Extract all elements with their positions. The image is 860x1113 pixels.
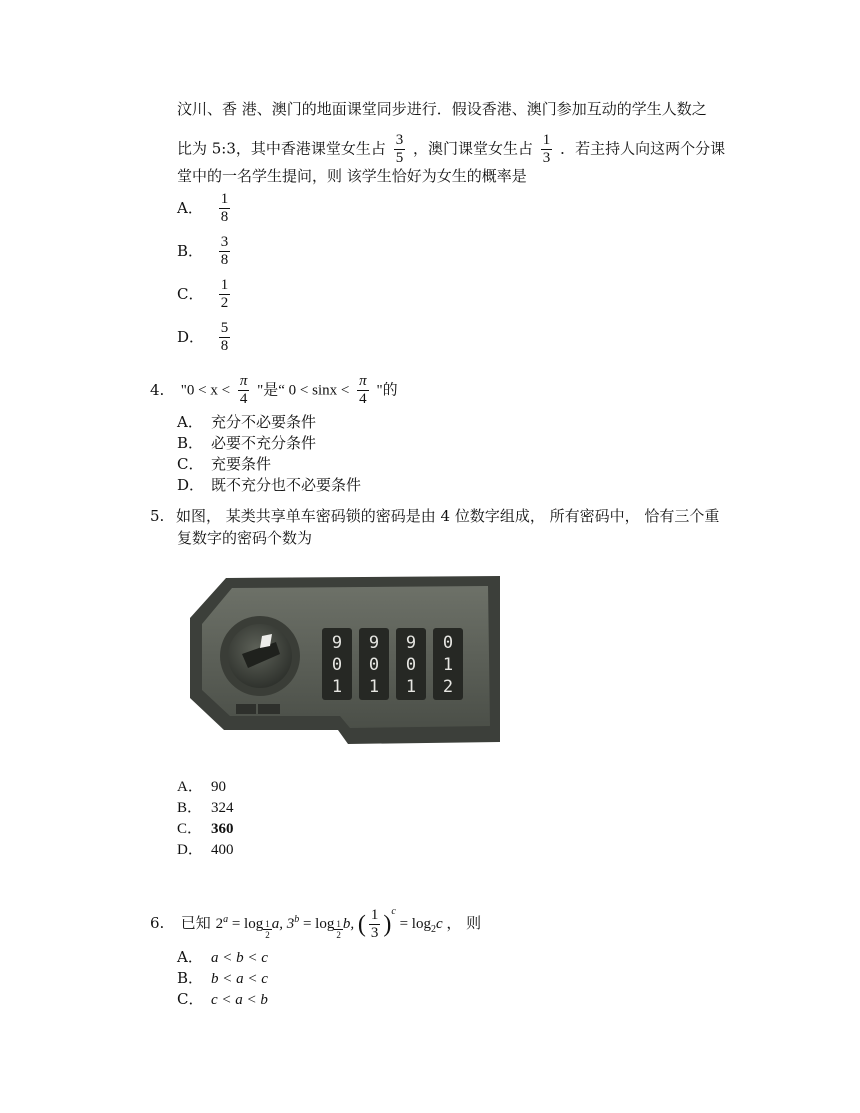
q5-option-c[interactable] — [177, 819, 234, 839]
option-text: 324 — [211, 800, 234, 816]
dial-digit: 1 — [331, 677, 343, 697]
fraction-numerator: 5 — [220, 320, 229, 336]
eq-equals-log-2: = log — [302, 916, 335, 932]
q6-option-a[interactable] — [177, 947, 268, 968]
option-label: C． — [177, 284, 204, 303]
option-fraction — [219, 191, 231, 226]
fraction-numerator: 1 — [220, 191, 229, 207]
eq-arg-2: b, — [342, 916, 355, 932]
option-label: D． — [177, 327, 205, 346]
option-label: B． — [177, 969, 204, 987]
q3-line-2a: 比为 5:3，其中香港课堂女生占 — [177, 139, 386, 158]
fraction-numerator: 1 — [220, 277, 229, 293]
question-number: 6. — [150, 914, 165, 932]
eq-arg-1: a, 3 — [271, 916, 295, 932]
option-label: D． — [177, 476, 205, 494]
q4-option-b[interactable] — [177, 433, 316, 453]
option-fraction — [219, 277, 231, 312]
fraction-numerator: 1 — [336, 919, 341, 930]
option-fraction — [219, 234, 231, 269]
q6-prefix: 已知 — [180, 914, 211, 932]
lock-dial-3 — [396, 628, 426, 700]
dial-digit: 9 — [331, 633, 343, 653]
q3-line-3: 堂中的一名学生提问，则 该学生恰好为女生的概率是 — [177, 167, 527, 185]
q3-fraction-hk — [394, 132, 406, 167]
dial-digit: 1 — [442, 655, 454, 675]
option-label: B． — [177, 800, 203, 816]
q6-option-b[interactable] — [177, 968, 268, 989]
option-label: B． — [177, 241, 204, 260]
fraction-denominator: 8 — [220, 338, 229, 354]
q3-option-c[interactable] — [177, 277, 233, 312]
q5-option-d[interactable] — [177, 840, 234, 860]
eq-exp-b: b — [294, 914, 300, 925]
fraction-numerator: 1 — [542, 132, 551, 148]
option-fraction — [219, 320, 231, 355]
fraction-denominator: 2 — [336, 930, 341, 941]
fraction-numerator: 3 — [220, 234, 229, 250]
option-label: C． — [177, 990, 204, 1008]
bike-lock-photo — [188, 574, 500, 744]
q3-line-1: 汶川、香 港、澳门的地面课堂同步进行．假设香港、澳门参加互动的学生人数之 — [177, 100, 707, 118]
dial-digit: 0 — [331, 655, 343, 675]
lock-dial-2 — [359, 628, 389, 700]
fraction-numerator: 1 — [370, 907, 379, 924]
eq-exp-c: c — [391, 906, 396, 917]
option-label: A． — [177, 198, 203, 217]
option-text: b < a < c — [211, 971, 268, 987]
eq-exp-a: a — [223, 914, 229, 925]
option-label: A． — [177, 413, 203, 431]
option-text: 充要条件 — [211, 455, 272, 473]
option-label: C． — [177, 821, 203, 837]
dial-digit: 0 — [405, 655, 417, 675]
q5-line-2: 复数字的密码个数为 — [177, 529, 313, 547]
q3-line-2 — [177, 132, 725, 167]
eq-equals-log-1: = log — [231, 916, 264, 932]
fraction-denominator: 4 — [239, 391, 248, 407]
fraction-denominator: 8 — [220, 209, 229, 225]
q6-stem — [150, 902, 481, 942]
option-text: 90 — [211, 779, 226, 795]
q6-equation — [215, 906, 447, 942]
fraction-denominator: 4 — [359, 391, 367, 407]
q4-stem — [150, 373, 398, 408]
fraction-numerator: 3 — [395, 132, 404, 148]
q4-part-3: "的 — [376, 382, 398, 399]
fraction-denominator: 2 — [265, 930, 270, 941]
option-label: B． — [177, 434, 204, 452]
q4-pi-over-4-first — [238, 373, 250, 408]
fraction-numerator: π — [359, 373, 367, 389]
fraction-numerator: 1 — [265, 919, 270, 930]
q3-line-2b: ，澳门课堂女生占 — [412, 139, 533, 158]
question-number: 5. — [150, 507, 165, 525]
eq-arg-3: c — [435, 916, 443, 932]
option-text: a < b < c — [211, 950, 268, 966]
fraction-denominator: 2 — [220, 295, 229, 311]
lock-dial-4 — [433, 628, 463, 700]
dial-digit: 9 — [405, 633, 417, 653]
q3-line-2c: ．若主持人向这两个分课 — [560, 139, 726, 158]
q5-text-1: 如图， 某类共享单车密码锁的密码是由 4 位数字组成， 所有密码中， 恰有三个重 — [176, 507, 720, 525]
question-number: 4. — [150, 380, 165, 399]
eq-left-paren: ( — [357, 911, 366, 938]
eq-log-base-2: 2 — [430, 924, 436, 935]
q4-part-2: "是“ 0 < sinx < — [257, 382, 350, 399]
q5-option-a[interactable] — [177, 777, 226, 797]
q4-option-d[interactable] — [177, 475, 361, 495]
dial-digit: 2 — [442, 677, 454, 697]
q5-line-1 — [150, 506, 719, 526]
option-text: 充分不必要条件 — [211, 413, 317, 431]
q4-option-c[interactable] — [177, 454, 271, 474]
option-label: D． — [177, 842, 203, 858]
q3-fraction-macau — [541, 132, 553, 167]
eq-log-base-half-2 — [334, 919, 343, 940]
fraction-denominator: 5 — [395, 150, 404, 166]
eq-base-2: 2 — [215, 916, 224, 932]
fraction-numerator: π — [239, 373, 248, 389]
dial-digit: 1 — [368, 677, 380, 697]
q4-pi-over-4-second — [357, 373, 369, 408]
option-label: A． — [177, 948, 203, 966]
option-text: 360 — [211, 821, 234, 837]
eq-log-base-half-1 — [263, 919, 272, 940]
q3-option-a[interactable] — [177, 191, 233, 226]
lock-dial-1 — [322, 628, 352, 700]
dial-digit: 1 — [405, 677, 417, 697]
fraction-denominator: 3 — [370, 925, 379, 942]
fraction-denominator: 3 — [542, 150, 551, 166]
fraction-denominator: 8 — [220, 252, 229, 268]
q3-option-d[interactable] — [177, 320, 233, 355]
q4-part-1: "0 < x < — [180, 382, 231, 399]
dial-digit: 0 — [368, 655, 380, 675]
q6-suffix: ， 则 — [446, 914, 482, 932]
option-text: c < a < b — [211, 992, 268, 1008]
option-text: 既不充分也不必要条件 — [211, 476, 362, 494]
option-label: A． — [177, 779, 203, 795]
dial-digit: 9 — [368, 633, 380, 653]
q4-option-a[interactable] — [177, 412, 316, 432]
q5-option-b[interactable] — [177, 798, 234, 818]
q3-option-b[interactable] — [177, 234, 233, 269]
option-label: C． — [177, 455, 204, 473]
eq-right-paren: ) — [383, 911, 392, 938]
dial-digit: 0 — [442, 633, 454, 653]
q6-option-c[interactable] — [177, 989, 268, 1010]
eq-equals-log-3: = log — [399, 916, 431, 932]
option-text: 必要不充分条件 — [211, 434, 317, 452]
option-text: 400 — [211, 842, 234, 858]
eq-one-third — [369, 907, 381, 942]
